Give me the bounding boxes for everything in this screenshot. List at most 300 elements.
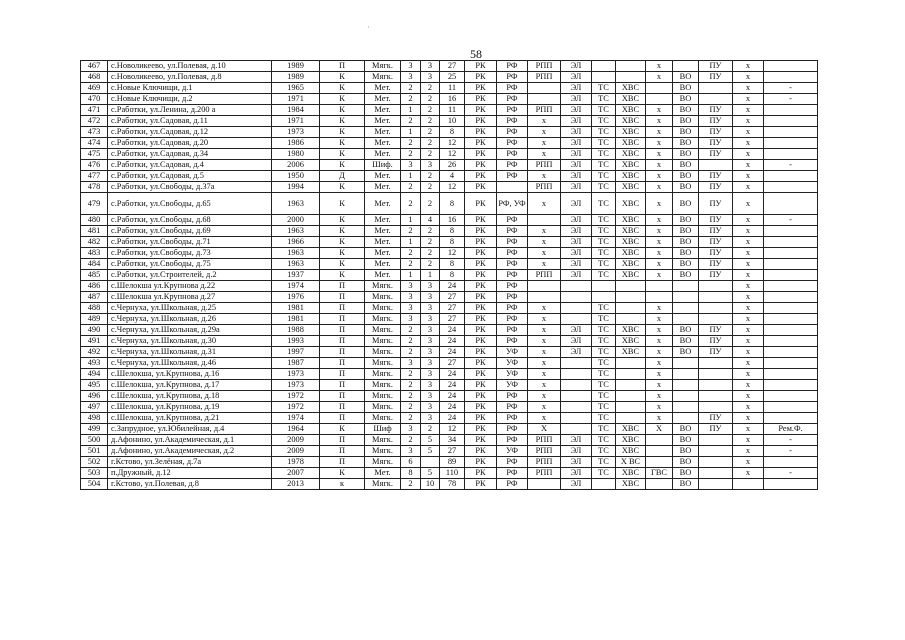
cell-c2: РФ — [497, 424, 528, 435]
cell-year: 2006 — [272, 160, 320, 171]
cell-n: 484 — [81, 259, 108, 270]
cell-t: П — [320, 347, 365, 358]
cell-c6 — [616, 391, 646, 402]
cell-c2: РФ — [497, 281, 528, 292]
cell-c2: РФ — [497, 468, 528, 479]
cell-n: 488 — [81, 303, 108, 314]
cell-c2: РФ — [497, 149, 528, 160]
cell-c4: ЭЛ — [561, 182, 592, 193]
cell-t: К — [320, 237, 365, 248]
cell-roof: Мягк. — [365, 303, 401, 314]
cell-t: к — [320, 479, 365, 490]
cell-c10: х — [733, 413, 764, 424]
cell-addr: с.Работки, ул.Садовая, д.4 — [108, 160, 272, 171]
cell-c2: РФ — [497, 138, 528, 149]
cell-ent: 3 — [421, 314, 440, 325]
cell-roof: Мягк. — [365, 435, 401, 446]
cell-n: 491 — [81, 336, 108, 347]
cell-c3: х — [528, 402, 561, 413]
cell-c4 — [561, 402, 592, 413]
cell-c3: х — [528, 336, 561, 347]
cell-c11 — [764, 457, 818, 468]
cell-n: 494 — [81, 369, 108, 380]
cell-c2 — [497, 182, 528, 193]
cell-c9 — [699, 358, 733, 369]
cell-ent: 2 — [421, 105, 440, 116]
cell-ent: 3 — [421, 358, 440, 369]
cell-c9: ПУ — [699, 270, 733, 281]
cell-c1: РК — [465, 358, 497, 369]
cell-addr: д.Афонино, ул.Академическая, д.2 — [108, 446, 272, 457]
cell-apt: 27 — [440, 358, 465, 369]
cell-c4: ЭЛ — [561, 336, 592, 347]
cell-c11 — [764, 402, 818, 413]
cell-ent: 2 — [421, 193, 440, 215]
cell-fl: 2 — [401, 94, 421, 105]
cell-roof: Мет. — [365, 226, 401, 237]
cell-c2: РФ — [497, 61, 528, 72]
cell-c11 — [764, 237, 818, 248]
cell-c2: РФ — [497, 215, 528, 226]
cell-apt: 12 — [440, 424, 465, 435]
cell-c11: - — [764, 83, 818, 94]
cell-c6 — [616, 413, 646, 424]
cell-fl: 2 — [401, 413, 421, 424]
cell-c7: х — [646, 182, 673, 193]
cell-c8 — [673, 292, 699, 303]
cell-c4: ЭЛ — [561, 325, 592, 336]
cell-c9 — [699, 380, 733, 391]
cell-c7: х — [646, 248, 673, 259]
cell-year: 1988 — [272, 325, 320, 336]
table-row — [81, 314, 818, 325]
cell-c2: УФ — [497, 369, 528, 380]
table-row — [81, 281, 818, 292]
cell-c1: РК — [465, 182, 497, 193]
cell-c7: х — [646, 127, 673, 138]
cell-roof: Мягк. — [365, 314, 401, 325]
cell-c1: РК — [465, 303, 497, 314]
cell-c5: ТС — [592, 325, 616, 336]
cell-c6: ХВС — [616, 325, 646, 336]
cell-c2: УФ — [497, 347, 528, 358]
cell-c2: РФ — [497, 116, 528, 127]
page-number: 58 — [470, 47, 482, 61]
cell-c10: х — [733, 83, 764, 94]
cell-c5: ТС — [592, 380, 616, 391]
cell-fl: 2 — [401, 435, 421, 446]
cell-c3 — [528, 292, 561, 303]
cell-c11 — [764, 314, 818, 325]
cell-c7: х — [646, 116, 673, 127]
cell-c8: ВО — [673, 270, 699, 281]
cell-c10: х — [733, 226, 764, 237]
cell-c1: РК — [465, 479, 497, 490]
cell-n: 480 — [81, 215, 108, 226]
cell-year: 2009 — [272, 446, 320, 457]
cell-c10: х — [733, 94, 764, 105]
cell-c4: ЭЛ — [561, 127, 592, 138]
cell-c1: РК — [465, 94, 497, 105]
cell-addr: с.Чернуха, ул.Школьная, д.25 — [108, 303, 272, 314]
cell-c11 — [764, 479, 818, 490]
cell-n: 473 — [81, 127, 108, 138]
cell-c5: ТС — [592, 314, 616, 325]
cell-c2: РФ — [497, 237, 528, 248]
cell-c8 — [673, 391, 699, 402]
cell-year: 1974 — [272, 281, 320, 292]
cell-ent: 3 — [421, 391, 440, 402]
cell-addr: с.Новоликеево, ул.Полевая, д.10 — [108, 61, 272, 72]
cell-year: 1973 — [272, 380, 320, 391]
cell-c8: ВО — [673, 116, 699, 127]
table-row — [81, 270, 818, 281]
cell-c8: ВО — [673, 171, 699, 182]
cell-c11 — [764, 171, 818, 182]
cell-n: 502 — [81, 457, 108, 468]
cell-c4: ЭЛ — [561, 226, 592, 237]
table-row — [81, 358, 818, 369]
cell-c6: ХВС — [616, 435, 646, 446]
table-row — [81, 292, 818, 303]
cell-c5: ТС — [592, 138, 616, 149]
cell-c1: РК — [465, 149, 497, 160]
cell-ent — [421, 457, 440, 468]
cell-year: 1994 — [272, 182, 320, 193]
cell-c11 — [764, 248, 818, 259]
cell-c1: РК — [465, 347, 497, 358]
cell-apt: 27 — [440, 61, 465, 72]
cell-ent: 2 — [421, 237, 440, 248]
table-row — [81, 127, 818, 138]
cell-c6: ХВС — [616, 83, 646, 94]
cell-c6: ХВС — [616, 237, 646, 248]
table-row — [81, 116, 818, 127]
table-row — [81, 435, 818, 446]
cell-c3 — [528, 281, 561, 292]
cell-roof: Мет. — [365, 259, 401, 270]
cell-n: 499 — [81, 424, 108, 435]
cell-c3: РПП — [528, 446, 561, 457]
cell-c3: х — [528, 193, 561, 215]
cell-apt: 8 — [440, 193, 465, 215]
cell-c1: РК — [465, 369, 497, 380]
cell-c7: х — [646, 193, 673, 215]
cell-c9: ПУ — [699, 171, 733, 182]
cell-c6: ХВС — [616, 347, 646, 358]
cell-roof: Мет. — [365, 105, 401, 116]
cell-fl: 8 — [401, 468, 421, 479]
cell-roof: Мягк. — [365, 72, 401, 83]
cell-c2: УФ — [497, 358, 528, 369]
cell-c2: РФ — [497, 457, 528, 468]
cell-c11 — [764, 61, 818, 72]
cell-apt: 24 — [440, 281, 465, 292]
cell-n: 493 — [81, 358, 108, 369]
cell-c9: ПУ — [699, 248, 733, 259]
cell-c9 — [699, 94, 733, 105]
cell-fl: 3 — [401, 281, 421, 292]
cell-apt: 24 — [440, 391, 465, 402]
cell-c11 — [764, 281, 818, 292]
cell-c5: ТС — [592, 402, 616, 413]
cell-roof: Мягк. — [365, 446, 401, 457]
cell-c8: ВО — [673, 435, 699, 446]
cell-c9: ПУ — [699, 61, 733, 72]
cell-c9: ПУ — [699, 226, 733, 237]
cell-c10: х — [733, 270, 764, 281]
cell-c3: х — [528, 226, 561, 237]
cell-c9: ПУ — [699, 127, 733, 138]
cell-ent: 2 — [421, 127, 440, 138]
cell-c6: ХВС — [616, 336, 646, 347]
cell-n: 497 — [81, 402, 108, 413]
cell-fl: 3 — [401, 424, 421, 435]
cell-apt: 25 — [440, 72, 465, 83]
cell-c3 — [528, 94, 561, 105]
cell-c4 — [561, 369, 592, 380]
cell-n: 498 — [81, 413, 108, 424]
cell-c1: РК — [465, 248, 497, 259]
cell-c1: РК — [465, 83, 497, 94]
cell-year: 1978 — [272, 457, 320, 468]
cell-c10: х — [733, 457, 764, 468]
cell-c11 — [764, 413, 818, 424]
cell-c11 — [764, 270, 818, 281]
cell-c11: - — [764, 435, 818, 446]
cell-c1: РК — [465, 468, 497, 479]
cell-apt: 110 — [440, 468, 465, 479]
cell-c6: ХВС — [616, 248, 646, 259]
cell-c8: ВО — [673, 94, 699, 105]
cell-t: Д — [320, 171, 365, 182]
cell-roof: Мет. — [365, 193, 401, 215]
cell-t: К — [320, 424, 365, 435]
cell-c7: х — [646, 171, 673, 182]
cell-fl: 2 — [401, 347, 421, 358]
cell-c5: ТС — [592, 413, 616, 424]
cell-c11 — [764, 138, 818, 149]
cell-year: 1986 — [272, 138, 320, 149]
cell-c4: ЭЛ — [561, 479, 592, 490]
table-row — [81, 105, 818, 116]
table-row — [81, 226, 818, 237]
cell-t: П — [320, 446, 365, 457]
cell-addr: с.Шелокша, ул.Крупнова, д.19 — [108, 402, 272, 413]
cell-c10: х — [733, 424, 764, 435]
cell-c4: ЭЛ — [561, 116, 592, 127]
cell-addr: с.Шелокша, ул.Крупнова, д.21 — [108, 413, 272, 424]
cell-c10: х — [733, 105, 764, 116]
cell-c1: РК — [465, 435, 497, 446]
cell-c1: РК — [465, 127, 497, 138]
cell-c4: ЭЛ — [561, 160, 592, 171]
table-row — [81, 380, 818, 391]
cell-fl: 3 — [401, 303, 421, 314]
cell-roof: Мет. — [365, 149, 401, 160]
cell-c6: ХВС — [616, 226, 646, 237]
cell-year: 1937 — [272, 270, 320, 281]
cell-year: 1997 — [272, 347, 320, 358]
cell-fl: 2 — [401, 83, 421, 94]
cell-c10: х — [733, 116, 764, 127]
cell-c9: ПУ — [699, 182, 733, 193]
cell-c8: ВО — [673, 336, 699, 347]
cell-ent: 3 — [421, 413, 440, 424]
cell-addr: с.Работки, ул.Свободы, д.68 — [108, 215, 272, 226]
table-row — [81, 402, 818, 413]
cell-c4: ЭЛ — [561, 215, 592, 226]
cell-addr: с.Работки, ул.Садовая, д.12 — [108, 127, 272, 138]
cell-c1: РК — [465, 171, 497, 182]
cell-addr: д.Афонино, ул.Академическая, д.1 — [108, 435, 272, 446]
cell-apt: 24 — [440, 336, 465, 347]
cell-c4: ЭЛ — [561, 347, 592, 358]
cell-c3: х — [528, 391, 561, 402]
cell-c10: х — [733, 336, 764, 347]
cell-addr: с.Работки, ул.Свободы, д.71 — [108, 237, 272, 248]
housing-register-table — [80, 60, 818, 490]
cell-n: 479 — [81, 193, 108, 215]
cell-roof: Мягк. — [365, 391, 401, 402]
cell-c3: РПП — [528, 61, 561, 72]
cell-c9: ПУ — [699, 193, 733, 215]
cell-c11: - — [764, 215, 818, 226]
cell-n: 487 — [81, 292, 108, 303]
cell-ent: 2 — [421, 226, 440, 237]
cell-c11 — [764, 358, 818, 369]
cell-year: 1984 — [272, 105, 320, 116]
cell-c1: РК — [465, 105, 497, 116]
cell-c10: х — [733, 402, 764, 413]
cell-addr: с.Работки, ул.Садовая, д.34 — [108, 149, 272, 160]
cell-roof: Шиф — [365, 424, 401, 435]
cell-c2: РФ — [497, 391, 528, 402]
cell-roof: Мягк. — [365, 358, 401, 369]
cell-t: П — [320, 292, 365, 303]
cell-c6 — [616, 358, 646, 369]
cell-c6: ХВС — [616, 479, 646, 490]
cell-c11 — [764, 336, 818, 347]
cell-apt: 12 — [440, 182, 465, 193]
cell-fl: 2 — [401, 149, 421, 160]
cell-year: 1950 — [272, 171, 320, 182]
cell-c3: РПП — [528, 468, 561, 479]
cell-c3: РПП — [528, 105, 561, 116]
cell-n: 486 — [81, 281, 108, 292]
cell-t: П — [320, 457, 365, 468]
cell-ent: 3 — [421, 347, 440, 358]
cell-n: 500 — [81, 435, 108, 446]
cell-ent: 2 — [421, 259, 440, 270]
cell-c7: х — [646, 314, 673, 325]
cell-c5: ТС — [592, 226, 616, 237]
cell-c11 — [764, 116, 818, 127]
cell-fl: 2 — [401, 325, 421, 336]
cell-t: П — [320, 369, 365, 380]
cell-c6: ХВС — [616, 270, 646, 281]
cell-addr: г.Кстово, ул.Полевая, д.8 — [108, 479, 272, 490]
cell-c7: х — [646, 336, 673, 347]
cell-c7: х — [646, 391, 673, 402]
cell-c5: ТС — [592, 248, 616, 259]
cell-t: К — [320, 116, 365, 127]
cell-c7: Х — [646, 424, 673, 435]
cell-c1: РК — [465, 314, 497, 325]
cell-apt: 10 — [440, 116, 465, 127]
cell-n: 471 — [81, 105, 108, 116]
cell-c11 — [764, 72, 818, 83]
cell-c3: х — [528, 259, 561, 270]
table-row — [81, 193, 818, 215]
cell-c11 — [764, 149, 818, 160]
table-row — [81, 303, 818, 314]
cell-c4 — [561, 413, 592, 424]
table-row — [81, 83, 818, 94]
cell-ent: 3 — [421, 160, 440, 171]
table-row — [81, 160, 818, 171]
cell-c1: РК — [465, 270, 497, 281]
cell-c3: х — [528, 314, 561, 325]
cell-c11 — [764, 391, 818, 402]
cell-c8: ВО — [673, 479, 699, 490]
cell-fl: 2 — [401, 116, 421, 127]
cell-c7: х — [646, 303, 673, 314]
cell-c7: х — [646, 369, 673, 380]
cell-ent: 3 — [421, 380, 440, 391]
cell-fl: 1 — [401, 171, 421, 182]
cell-year: 1963 — [272, 248, 320, 259]
cell-c5: ТС — [592, 237, 616, 248]
cell-n: 482 — [81, 237, 108, 248]
cell-c4: ЭЛ — [561, 446, 592, 457]
cell-c5: ТС — [592, 424, 616, 435]
table-row — [81, 61, 818, 72]
cell-c9 — [699, 160, 733, 171]
cell-roof: Мет. — [365, 215, 401, 226]
cell-c1: РК — [465, 160, 497, 171]
cell-year: 1966 — [272, 237, 320, 248]
cell-t: К — [320, 226, 365, 237]
cell-c10: х — [733, 325, 764, 336]
cell-c1: РК — [465, 457, 497, 468]
cell-addr: с.Шелокша, ул.Крупнова, д.17 — [108, 380, 272, 391]
cell-c4 — [561, 281, 592, 292]
cell-c10: х — [733, 380, 764, 391]
cell-n: 490 — [81, 325, 108, 336]
cell-c5: ТС — [592, 149, 616, 160]
cell-c8: ВО — [673, 127, 699, 138]
cell-c5: ТС — [592, 358, 616, 369]
cell-addr: с.Работки, ул.Ленина, д.200 а — [108, 105, 272, 116]
cell-c5: ТС — [592, 116, 616, 127]
cell-addr: с.Шелокша ул.Крупнова д.27 — [108, 292, 272, 303]
cell-year: 2013 — [272, 479, 320, 490]
cell-t: П — [320, 61, 365, 72]
cell-c6: ХВС — [616, 468, 646, 479]
cell-apt: 8 — [440, 270, 465, 281]
cell-c1: РК — [465, 116, 497, 127]
cell-c4: ЭЛ — [561, 248, 592, 259]
cell-c8: ВО — [673, 160, 699, 171]
cell-c6 — [616, 380, 646, 391]
cell-c7: х — [646, 358, 673, 369]
cell-c9: ПУ — [699, 149, 733, 160]
cell-c5: ТС — [592, 215, 616, 226]
cell-c6: ХВС — [616, 215, 646, 226]
cell-c9: ПУ — [699, 259, 733, 270]
cell-ent: 3 — [421, 325, 440, 336]
